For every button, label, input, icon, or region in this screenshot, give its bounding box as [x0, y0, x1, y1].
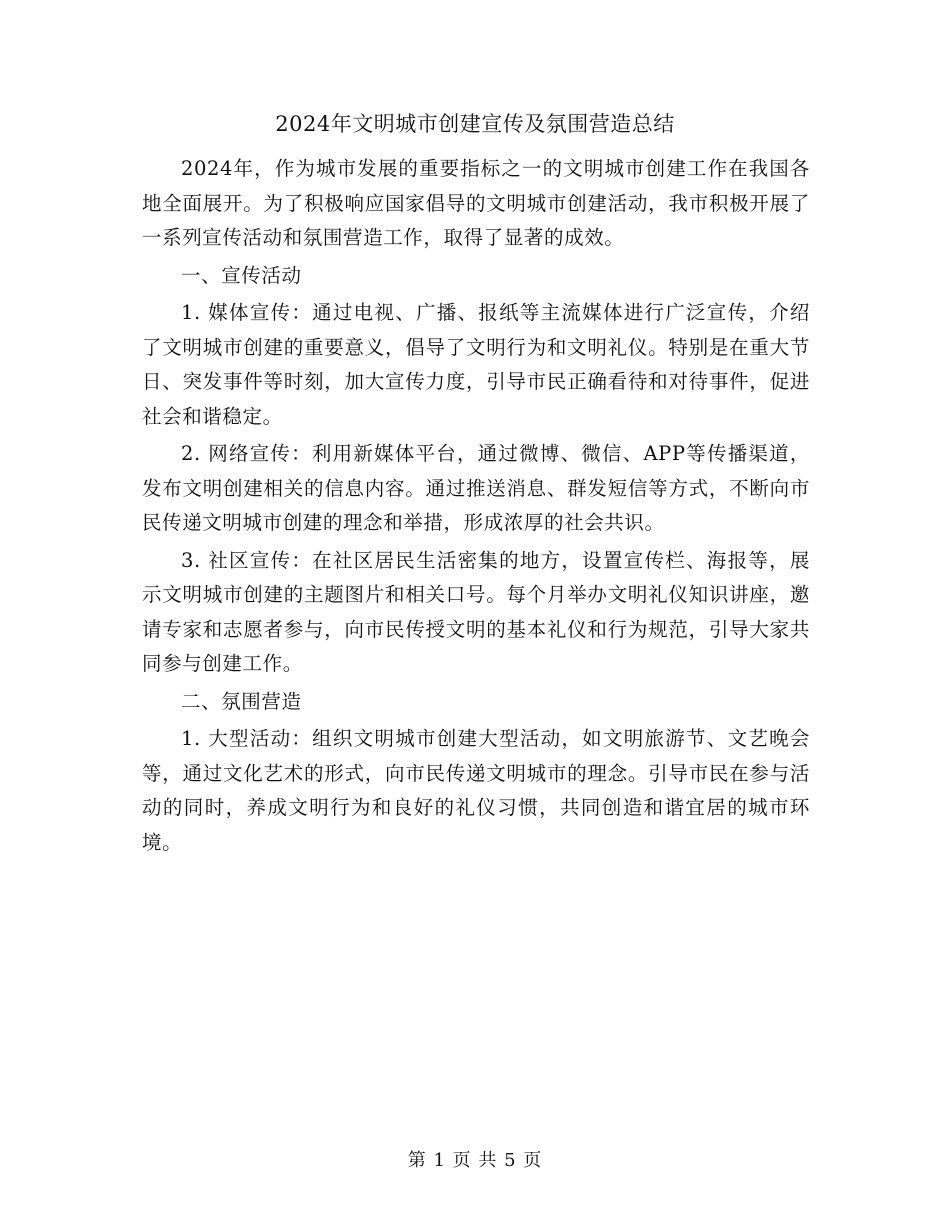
- section-heading-atmosphere: 二、氛围营造: [181, 689, 302, 713]
- document-title: 2024年文明城市创建宣传及氛围营造总结: [275, 112, 675, 136]
- media-publicity-paragraph: 1. 媒体宣传：通过电视、广播、报纸等主流媒体进行广泛宣传，介绍了文明城市创建的重要意义，倡导了文明行为和文明礼仪。特别是在重大节日、突发事件等时刻，加大宣传力度，引导市民正确看待和对待事件，促进社会和谐稳定。: [142, 301, 810, 428]
- large-events-paragraph: 1. 大型活动：组织文明城市创建大型活动，如文明旅游节、文艺晚会等，通过文化艺术的形式，向市民传递文明城市的理念。引导市民在参与活动的同时，养成文明行为和良好的礼仪习惯，共同创造和谐宜居的城市环境。: [142, 727, 810, 854]
- document-body: [142, 152, 810, 860]
- online-publicity-paragraph: 2. 网络宣传：利用新媒体平台，通过微博、微信、APP等传播渠道，发布文明创建相关的信息内容。通过推送消息、群发短信等方式，不断向市民传递文明城市创建的理念和举措，形成浓厚的社会共识。: [142, 442, 810, 534]
- page-number-footer: 第 1 页 共 5 页: [407, 1150, 543, 1171]
- community-publicity-paragraph: 3. 社区宣传：在社区居民生活密集的地方，设置宣传栏、海报等，展示文明城市创建的主题图片和相关口号。每个月举办文明礼仪知识讲座，邀请专家和志愿者参与，向市民传授文明的基本礼仪和行为规范，引导大家共同参与创建工作。: [142, 548, 810, 675]
- section-heading-publicity: 一、宣传活动: [181, 263, 302, 287]
- intro-paragraph: 2024年，作为城市发展的重要指标之一的文明城市创建工作在我国各地全面展开。为了积极响应国家倡导的文明城市创建活动，我市积极开展了一系列宣传活动和氛围营造工作，取得了显著的成效。: [142, 157, 810, 249]
